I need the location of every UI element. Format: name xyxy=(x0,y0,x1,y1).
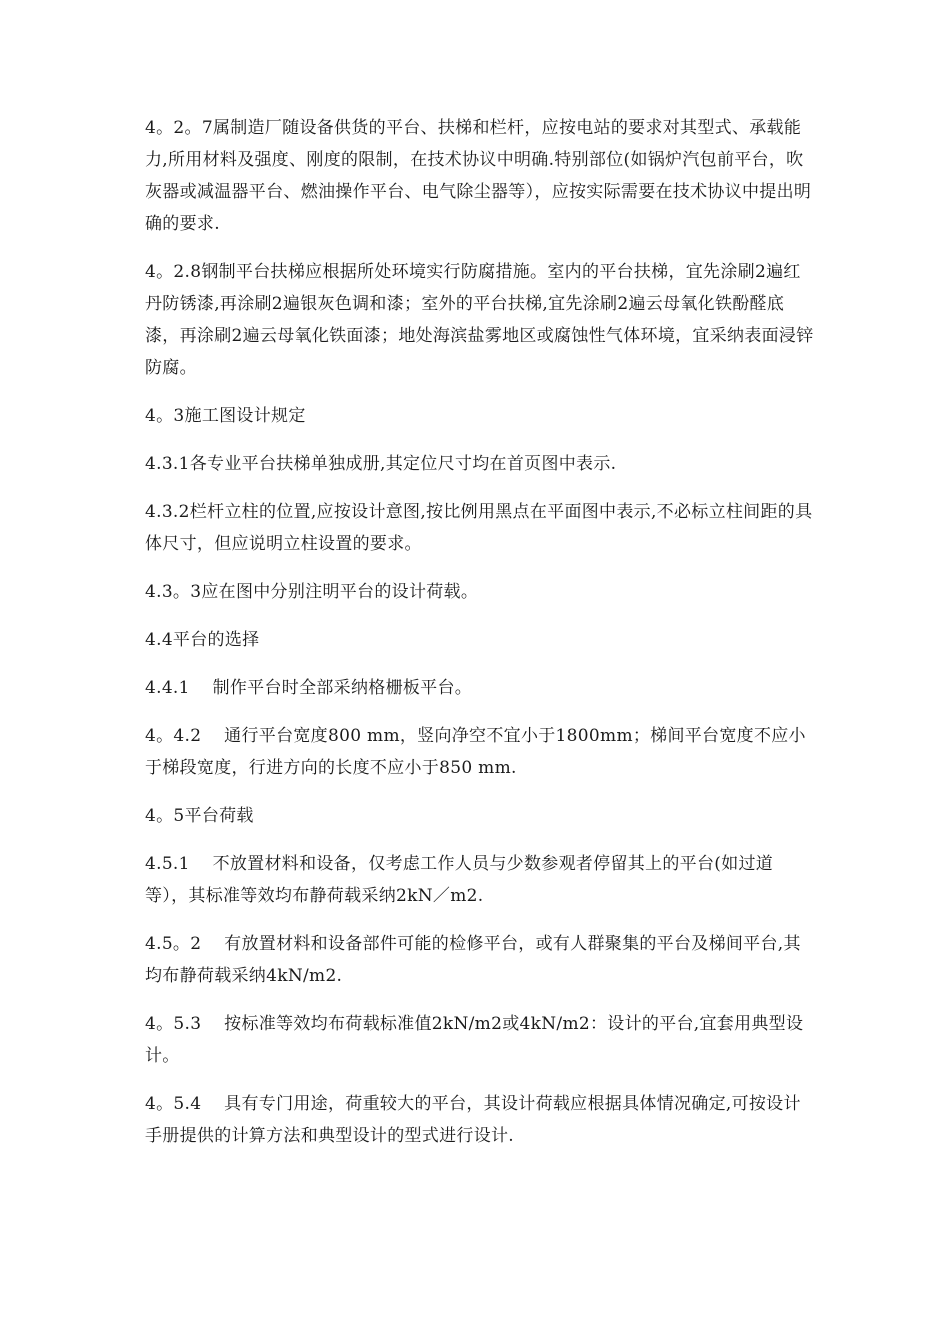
paragraph-4-3-2: 4.3.2栏杆立柱的位置,应按设计意图,按比例用黑点在平面图中表示,不必标立柱间距的具体尺寸，但应说明立柱设置的要求。 xyxy=(145,502,813,554)
paragraph-4-5-2: 4.5。2 有放置材料和设备部件可能的检修平台，或有人群聚集的平台及梯间平台,其均布静荷载采纳4kN/m2. xyxy=(145,934,801,986)
document-body xyxy=(145,112,815,1168)
section-heading-4-4: 4.4平台的选择 xyxy=(145,630,260,650)
paragraph-4-4-1: 4.4.1 制作平台时全部采纳格栅板平台。 xyxy=(145,678,473,698)
paragraph-4-2-8: 4。2.8钢制平台扶梯应根据所处环境实行防腐措施。室内的平台扶梯，宜先涂刷2遍红丹防锈漆,再涂刷2遍银灰色调和漆；室外的平台扶梯,宜先涂刷2遍云母氧化铁酚醛底漆，再涂刷2遍云母氧化铁面漆；地处海滨盐雾地区或腐蚀性气体环境，宜采纳表面浸锌防腐。 xyxy=(145,262,814,378)
section-heading-4-5: 4。5平台荷载 xyxy=(145,806,254,826)
paragraph-4-2-7: 4。2。7属制造厂随设备供货的平台、扶梯和栏杆，应按电站的要求对其型式、承载能力,所用材料及强度、刚度的限制，在技术协议中明确.特别部位(如锅炉汽包前平台，吹灰器或减温器平台、燃油操作平台、电气除尘器等），应按实际需要在技术协议中提出明确的要求. xyxy=(145,118,812,234)
paragraph-4-5-4: 4。5.4 具有专门用途，荷重较大的平台，其设计荷载应根据具体情况确定,可按设计手册提供的计算方法和典型设计的型式进行设计. xyxy=(145,1094,801,1146)
paragraph-4-4-2: 4。4.2 通行平台宽度800 mm，竖向净空不宜小于1800mm；梯间平台宽度不应小于梯段宽度，行进方向的长度不应小于850 mm. xyxy=(145,726,806,778)
section-heading-4-3: 4。3施工图设计规定 xyxy=(145,406,306,426)
paragraph-4-5-1: 4.5.1 不放置材料和设备，仅考虑工作人员与少数参观者停留其上的平台(如过道等），其标准等效均布静荷载采纳2kN／m2. xyxy=(145,854,774,906)
paragraph-4-3-3: 4.3。3应在图中分别注明平台的设计荷载。 xyxy=(145,582,479,602)
paragraph-4-3-1: 4.3.1各专业平台扶梯单独成册,其定位尺寸均在首页图中表示. xyxy=(145,454,617,474)
paragraph-4-5-3: 4。5.3 按标准等效均布荷载标准值2kN/m2或4kN/m2：设计的平台,宜套用典型设计。 xyxy=(145,1014,804,1066)
